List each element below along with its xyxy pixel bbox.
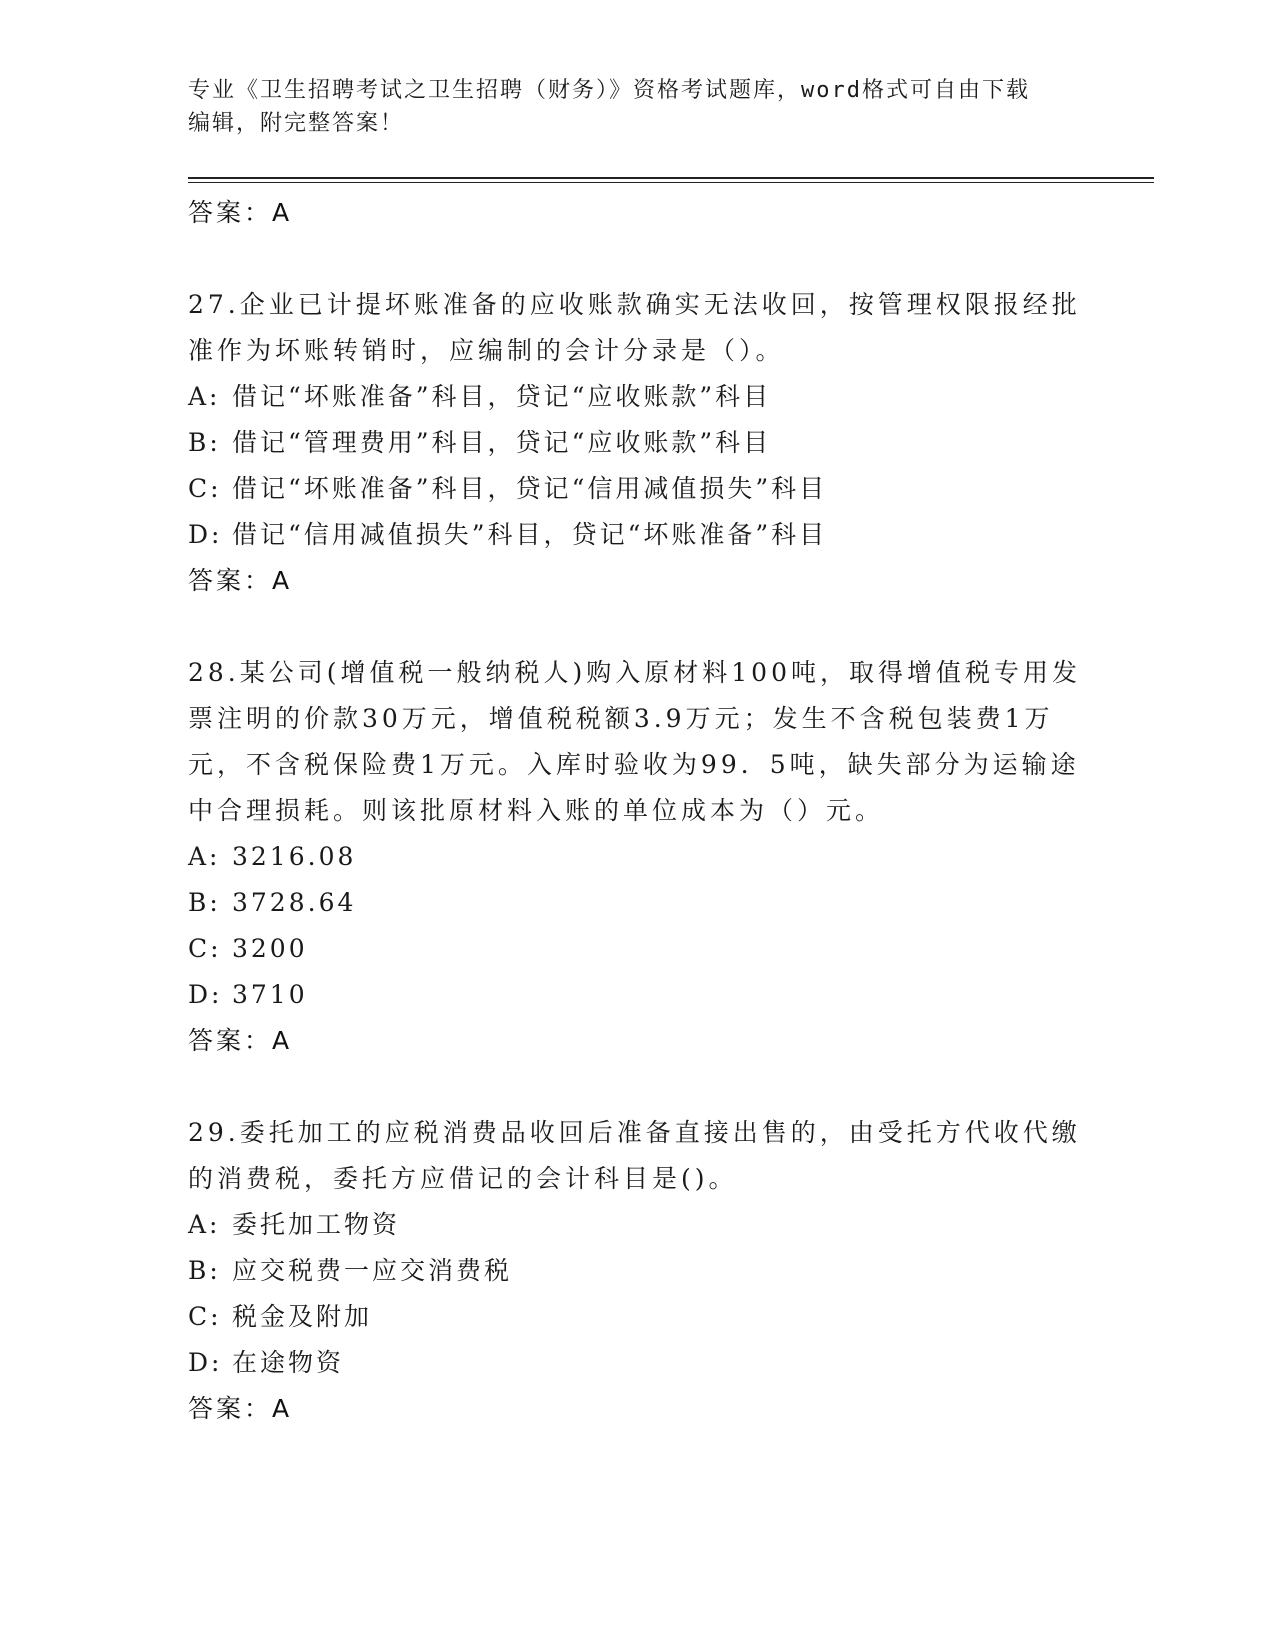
option-text: 借记“坏账准备”科目，贷记“应收账款”科目 xyxy=(232,382,772,411)
option-key: C: xyxy=(188,474,222,503)
answer-line: 答案：A xyxy=(188,198,293,227)
option-text: 3216.08 xyxy=(232,842,357,871)
option-d xyxy=(188,972,1088,1018)
option-text: 3200 xyxy=(232,934,308,963)
option-key: D: xyxy=(188,1348,223,1377)
option-c xyxy=(188,466,1088,512)
header-line-2: 编辑，附完整答案！ xyxy=(188,111,405,136)
option-text: 借记“管理费用”科目，贷记“应收账款”科目 xyxy=(232,428,772,457)
option-key: C: xyxy=(188,1302,222,1331)
option-key: C: xyxy=(188,934,222,963)
answer-line: 答案：A xyxy=(188,1394,293,1423)
option-a xyxy=(188,834,1088,880)
header-line-1: 专业《卫生招聘考试之卫生招聘（财务）》资格考试题库，word格式可自由下载 xyxy=(188,78,1030,103)
question-stem: 28.某公司(增值税一般纳税人)购入原材料100吨，取得增值税专用发票注明的价款30万元，增值税税额3.9万元；发生不含税包装费1万元，不含税保险费1万元。入库时验收为99．5吨，缺失部分为运输途中合理损耗。则该批原材料入账的单位成本为（）元。 xyxy=(188,658,1081,825)
option-text: 借记“信用减值损失”科目，贷记“坏账准备”科目 xyxy=(232,520,828,549)
option-key: A: xyxy=(188,842,221,871)
option-d xyxy=(188,512,1088,558)
answer-line: 答案：A xyxy=(188,566,293,595)
option-d xyxy=(188,1340,1088,1386)
option-a xyxy=(188,1202,1088,1248)
question-27 xyxy=(188,282,1088,604)
option-c xyxy=(188,1294,1088,1340)
option-text: 在途物资 xyxy=(232,1348,345,1377)
question-28 xyxy=(188,650,1088,1064)
option-key: B: xyxy=(188,1256,221,1285)
answer-line: 答案：A xyxy=(188,1026,293,1055)
document-header xyxy=(188,74,1088,140)
option-key: B: xyxy=(188,428,221,457)
option-text: 3728.64 xyxy=(232,888,357,917)
document-body xyxy=(188,190,1088,1432)
option-text: 委托加工物资 xyxy=(232,1210,401,1239)
question-stem: 27.企业已计提坏账准备的应收账款确实无法收回，按管理权限报经批准作为坏账转销时，应编制的会计分录是（）。 xyxy=(188,290,1081,365)
option-a xyxy=(188,374,1088,420)
option-key: D: xyxy=(188,980,223,1009)
option-text: 应交税费一应交消费税 xyxy=(232,1256,513,1285)
question-stem: 29.委托加工的应税消费品收回后准备直接出售的，由受托方代收代缴的消费税，委托方应借记的会计科目是()。 xyxy=(188,1118,1081,1193)
question-29 xyxy=(188,1110,1088,1432)
option-b xyxy=(188,420,1088,466)
option-c xyxy=(188,926,1088,972)
option-text: 税金及附加 xyxy=(232,1302,373,1331)
option-text: 3710 xyxy=(232,980,308,1009)
option-text: 借记“坏账准备”科目，贷记“信用减值损失”科目 xyxy=(232,474,828,503)
option-key: A: xyxy=(188,1210,221,1239)
option-key: D: xyxy=(188,520,223,549)
option-b xyxy=(188,880,1088,926)
header-divider-thin xyxy=(188,182,1154,183)
option-key: B: xyxy=(188,888,221,917)
option-key: A: xyxy=(188,382,221,411)
option-b xyxy=(188,1248,1088,1294)
header-divider xyxy=(188,177,1154,179)
